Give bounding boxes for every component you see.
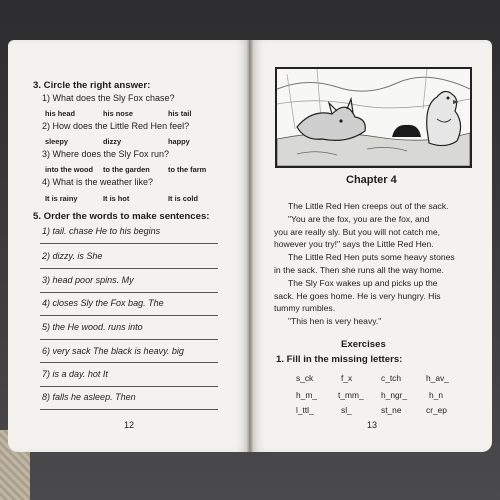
item-number: 4) xyxy=(42,298,51,308)
story-line: in the sack. Then she runs all the way home. xyxy=(274,264,444,275)
fox-and-hen-drawing xyxy=(277,69,470,166)
question-1: 1) What does the Sly Fox chase? xyxy=(42,93,175,103)
story-line: you are really sly. But you will not catch me, xyxy=(274,226,441,237)
item-number: 6) xyxy=(42,346,51,356)
item-number: 7) xyxy=(42,369,51,379)
letter-word: f_x xyxy=(341,373,353,383)
story-line: The Little Red Hen creeps out of the sack. xyxy=(288,201,449,211)
section3-heading: 3. Circle the right answer: xyxy=(33,80,151,91)
scrambled-words: is a day. hot It xyxy=(52,369,108,379)
story-line: "This hen is very heavy." xyxy=(288,316,382,327)
page-number-right: 13 xyxy=(367,420,378,430)
story-line: "You are the fox, you are the fox, and xyxy=(288,213,430,224)
item-number: 1) xyxy=(42,226,51,236)
answer-line-8 xyxy=(40,409,218,410)
scrambled-words: very sack The black is heavy. big xyxy=(52,346,184,356)
answer-line-1 xyxy=(40,243,218,244)
question-3: 3) Where does the Sly Fox run? xyxy=(42,149,170,159)
question-2: 2) How does the Little Red Hen feel? xyxy=(42,121,190,131)
letter-word: cr_ep xyxy=(426,405,447,415)
option-2b: dizzy xyxy=(103,137,122,146)
scrambled-words: head poor spins. My xyxy=(52,275,134,285)
answer-line-2 xyxy=(40,268,218,269)
scrambled-words: dizzy. is She xyxy=(52,251,103,261)
answer-line-7 xyxy=(40,386,218,387)
story-line: however you try!" says the Little Red Hen. xyxy=(274,239,434,250)
answer-line-5 xyxy=(40,339,218,340)
sentence-item-3 xyxy=(42,275,134,285)
question-4: 4) What is the weather like? xyxy=(42,177,154,187)
scrambled-words: falls he asleep. Then xyxy=(52,392,136,402)
story-line: sack. He goes home. He is very hungry. His xyxy=(274,290,441,301)
book-spine xyxy=(247,40,253,452)
section5-heading: 5. Order the words to make sentences: xyxy=(33,211,210,222)
chapter-title: Chapter 4 xyxy=(346,174,397,186)
option-2c: happy xyxy=(168,137,190,146)
story-line: tummy rumbles. xyxy=(274,303,336,314)
answer-line-6 xyxy=(40,362,218,363)
letter-word: h_n xyxy=(429,390,443,400)
sentence-item-5 xyxy=(42,322,143,332)
option-4a: It is rainy xyxy=(45,194,78,203)
letter-word: t_mm_ xyxy=(338,390,364,400)
sentence-item-7 xyxy=(42,369,108,379)
item-number: 5) xyxy=(42,322,51,332)
letter-word: c_tch xyxy=(381,373,402,383)
letter-word: sl_ xyxy=(341,405,352,415)
chapter-illustration xyxy=(275,67,472,168)
option-4c: It is cold xyxy=(168,194,198,203)
item-number: 2) xyxy=(42,251,51,261)
option-1a: his head xyxy=(45,109,75,118)
page-number-left: 12 xyxy=(124,420,135,430)
scrambled-words: closes Sly the Fox bag. The xyxy=(52,298,164,308)
option-3a: into the wood xyxy=(45,165,94,174)
answer-line-3 xyxy=(40,292,218,293)
option-2a: sleepy xyxy=(45,137,69,146)
sentence-item-2 xyxy=(42,251,102,261)
option-4b: It is hot xyxy=(103,194,130,203)
story-line: The Sly Fox wakes up and picks up the xyxy=(288,277,438,288)
sentence-item-8 xyxy=(42,392,136,402)
sentence-item-1 xyxy=(42,226,160,236)
scrambled-words: the He wood. runs into xyxy=(52,322,143,332)
letter-word: l_ttl_ xyxy=(296,405,314,415)
story-text xyxy=(274,200,469,328)
option-1c: his tail xyxy=(168,109,192,118)
option-3b: to the garden xyxy=(103,165,150,174)
sentence-item-4 xyxy=(42,298,164,308)
letter-word: h_ngr_ xyxy=(381,390,408,400)
option-1b: his nose xyxy=(103,109,133,118)
letter-word: h_m_ xyxy=(296,390,317,400)
item-number: 8) xyxy=(42,392,51,402)
exercises-title: Exercises xyxy=(341,339,386,350)
letter-word: st_ne xyxy=(381,405,402,415)
answer-line-4 xyxy=(40,315,218,316)
letter-word: h_av_ xyxy=(426,373,449,383)
exercise1-heading: 1. Fill in the missing letters: xyxy=(276,354,403,365)
item-number: 3) xyxy=(42,275,51,285)
story-line: The Little Red Hen puts some heavy stones xyxy=(288,252,455,263)
letter-word: s_ck xyxy=(296,373,314,383)
scrambled-words: tail. chase He to his begins xyxy=(52,226,161,236)
option-3c: to the farm xyxy=(168,165,207,174)
sentence-item-6 xyxy=(42,346,184,356)
